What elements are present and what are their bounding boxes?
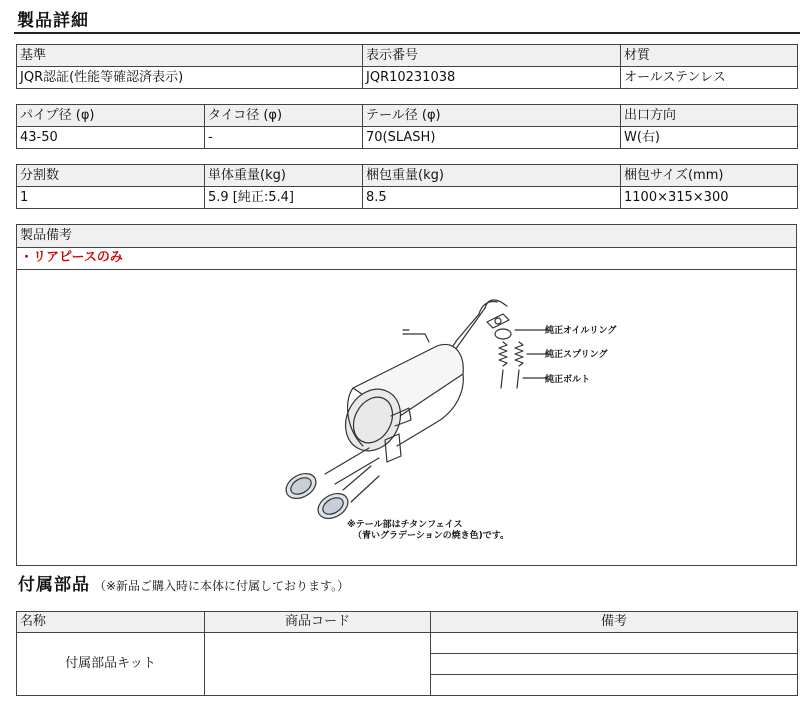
value-standard: JQR認証(性能等確認済表示): [17, 67, 363, 89]
value-pipe-diameter: 43-50: [17, 127, 205, 149]
acc-remarks-row-2: [431, 654, 798, 675]
product-notes: [16, 224, 797, 566]
header-unit-weight: 単体重量(kg): [205, 165, 363, 187]
diagram-caption-line-1: ※テール部はチタンフェイス: [347, 520, 463, 530]
value-unit-weight: 5.9 [純正:5.4]: [205, 187, 363, 209]
title-divider: [14, 32, 800, 34]
acc-header-name: 名称: [17, 612, 205, 633]
label-bolt: 純正ボルト: [545, 375, 591, 385]
value-display-number: JQR10231038: [363, 67, 621, 89]
header-silencer-diameter: タイコ径 (φ): [205, 105, 363, 127]
header-pipe-diameter: パイプ径 (φ): [17, 105, 205, 127]
value-exit-direction: W(右): [621, 127, 798, 149]
accessories-title: [18, 570, 349, 595]
accessories-heading: 付属部品: [18, 575, 90, 595]
notes-rear-piece-only: ・リアピースのみ: [17, 248, 796, 270]
acc-item-name: 付属部品キット: [17, 633, 205, 696]
header-display-number: 表示番号: [363, 45, 621, 67]
acc-header-remarks: 備考: [431, 612, 798, 633]
acc-remarks-row-1: [431, 633, 798, 654]
value-segments: 1: [17, 187, 205, 209]
spec-table-weights: [16, 164, 798, 209]
header-package-size: 梱包サイズ(mm): [621, 165, 798, 187]
diagram-caption-line-2: （青いグラデーションの焼き色)です。: [353, 531, 510, 541]
header-tail-diameter: テール径 (φ): [363, 105, 621, 127]
header-segments: 分割数: [17, 165, 205, 187]
header-exit-direction: 出口方向: [621, 105, 798, 127]
value-silencer-diameter: -: [205, 127, 363, 149]
page-title: 製品詳細: [17, 11, 89, 31]
label-spring: 純正スプリング: [545, 350, 608, 360]
header-package-weight: 梱包重量(kg): [363, 165, 621, 187]
label-oil-ring: 純正オイルリング: [545, 326, 617, 336]
spec-table-standards: [16, 44, 798, 89]
acc-header-code: 商品コード: [205, 612, 431, 633]
spec-table-dimensions: [16, 104, 798, 149]
acc-remarks-row-3: [431, 675, 798, 696]
acc-item-code: [205, 633, 431, 696]
header-material: 材質: [621, 45, 798, 67]
value-material: オールステンレス: [621, 67, 798, 89]
notes-header: 製品備考: [17, 225, 796, 248]
accessories-note: （※新品ご購入時に本体に付属しております。）: [94, 579, 350, 593]
header-standard: 基準: [17, 45, 363, 67]
accessories-table: [16, 611, 798, 696]
value-package-weight: 8.5: [363, 187, 621, 209]
value-package-size: 1100×315×300: [621, 187, 798, 209]
value-tail-diameter: 70(SLASH): [363, 127, 621, 149]
